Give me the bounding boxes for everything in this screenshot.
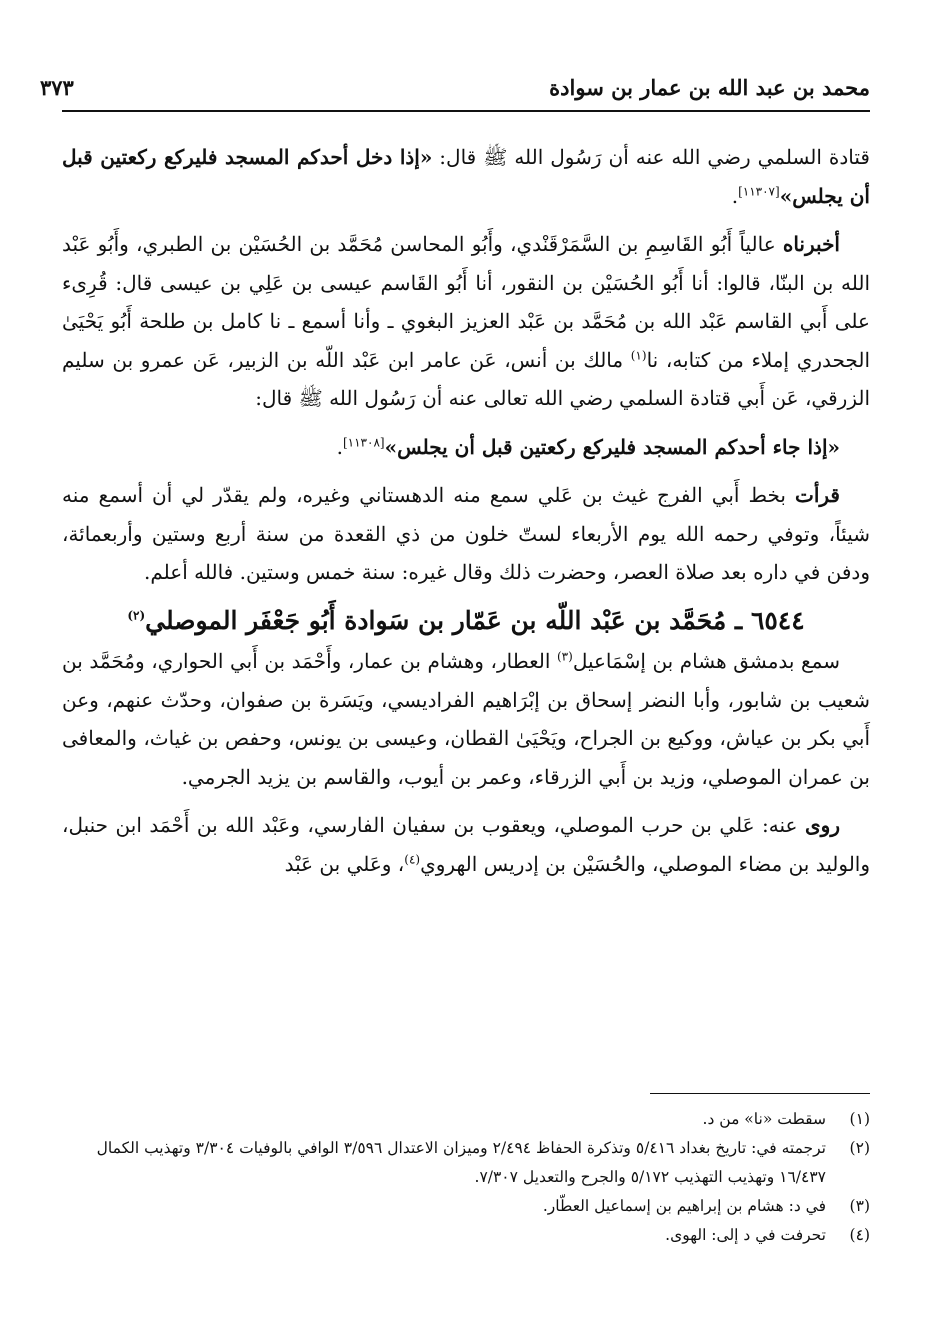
paragraph-lead: روى <box>805 813 840 837</box>
running-head <box>40 60 870 100</box>
paragraph-3: «إذا جاء أحدكم المسجد فليركع ركعتين قبل أن يجلس»[١١٣٠٨]. <box>336 434 840 459</box>
paragraph-1: قتادة السلمي رضي الله عنه أن رَسُول الله ﷺ قال: «إذا دخل أحدكم المسجد فليركع ركعتين قبل أن يجلس»[١١٣٠٧]. <box>62 145 870 208</box>
paragraph-6: روى عنه: عَلي بن حرب الموصلي، ويعقوب بن سفيان الفارسي، وعَبْد الله بن أَحْمَد ابن حنبل، والوليد بن مضاء الموصلي، والحُسَيْن بن إدريس الهروي$^{(٤)}$، وعَلي بن عَبْد <box>62 813 870 876</box>
paragraph-lead: قرأت <box>795 483 840 507</box>
footnote <box>62 1221 870 1250</box>
paragraph-5: سمع بدمشق هشام بن إسْمَاعيل$^{(٣)}$ العطار، وهشام بن عمار، وأَحْمَد بن أَبي الحواري، ومُحَمَّد بن شعيب بن شابور، وأبا النضر إسحاق بن إبْرَاهيم الفراديسي، ويَسَرة بن صفوان، وحدّث عنهم، وعن أَبي بكر بن عياش، ووكيع بن الجراح، ويَحْيَىٰ القطان، وعيسى بن يونس، وحفص بن غياث، والمعافى بن عمران الموصلي، وزيد بن أَبي الزرقاء، وعمر بن أيوب، والقاسم بن يزيد الجرمي. <box>62 649 870 789</box>
paragraph-4: قرأت بخط أَبي الفرج غيث بن عَلي سمع منه الدهستاني وغيره، ولم يقدّر لي أن أسمع منه شيئاً، وتوفي رحمه الله يوم الأربعاء لستّ خلون من ذي القعدة من سنة أربع وستين وأربعمائة، ودفن في داره بعد صلاة العصر، وحضرت ذلك وقال غيره: سنة خمس وستين. فالله أعلم. <box>62 483 870 584</box>
footnote-text: في د: هشام بن إبراهيم بن إسماعيل العطّار. <box>542 1197 826 1215</box>
footnote-number: (٣) <box>849 1197 870 1215</box>
paragraph-2: أخبرناه عالياً أَبُو القَاسِمِ بن السَّمَرْقَنْدي، وأَبُو المحاسن مُحَمَّد بن الحُسَيْن بن الطبري، وأَبُو عَبْد الله بن البنّا، قالوا: أنا أَبُو الحُسَيْن بن النقور، أنا أَبُو القَاسم عيسى بن عَلِي بن عيسى قال: قُرِىء على أَبي القاسم عَبْد الله بن مُحَمَّد بن عَبْد العزيز البغوي ـ وأنا أسمع ـ نا كامل بن طلحة أَبُو يَحْيَىٰ الجحدري إملاء من كتابه، نا$^{(١)}$ مالك بن أنس، عَن عامر ابن عَبْد اللّه بن الزبير، عَن عمرو بن سليم الزرقي، عَن أَبي قتادة السلمي رضي الله تعالى عنه أن رَسُول الله ﷺ قال: <box>62 232 870 410</box>
footnote-text: ترجمته في: تاريخ بغداد ٥/٤١٦ وتذكرة الحفاظ ٢/٤٩٤ وميزان الاعتدال ٣/٥٩٦ الوافي بالوفيات ٣/٣٠٤ وتهذيب الكمال ١٦/٤٣٧ وتهذيب التهذيب ٥/١٧٢ والجرح والتعديل ٧/٣٠٧. <box>96 1139 826 1186</box>
footnote-ref: (٣) <box>556 649 573 664</box>
hadith-ref: [١١٣٠٧] <box>738 183 780 198</box>
footnote-number: (٤) <box>849 1226 870 1244</box>
page-number: ٣٧٣ <box>40 75 74 100</box>
footnote <box>62 1192 870 1221</box>
paragraph-lead: أخبرناه <box>782 232 840 256</box>
hadith-ref: [١١٣٠٨] <box>342 434 385 449</box>
footnote-text: سقطت «نا» من د. <box>702 1110 826 1128</box>
main-text <box>62 138 870 893</box>
footnote-ref: (٢) <box>127 608 146 623</box>
footnote-number: (١) <box>849 1110 870 1128</box>
hadith-quote: «إذا دخل أحدكم المسجد فليركع ركعتين قبل أن يجلس» <box>62 145 870 208</box>
hadith-quote: «إذا جاء أحدكم المسجد فليركع ركعتين قبل أن يجلس» <box>384 434 840 459</box>
running-head-title: محمد بن عبد الله بن عمار بن سوادة <box>549 75 870 100</box>
footnote-number: (٢) <box>849 1139 870 1157</box>
footnote-ref: (١) <box>630 347 647 362</box>
footnote <box>62 1134 870 1192</box>
footnote-rule <box>650 1093 870 1094</box>
footnote <box>62 1105 870 1134</box>
footnote-text: تحرفت في د إلى: الهوى. <box>665 1226 826 1244</box>
header-rule <box>62 110 870 112</box>
entry-heading: ٦٥٤٤ ـ مُحَمَّد بن عَبْد اللّه بن عَمّار بن سَوادة أَبُو جَعْفَر الموصلي$^{(٢)}$ <box>127 605 805 635</box>
footnotes <box>62 1105 870 1250</box>
footnote-ref: (٤) <box>404 851 421 866</box>
